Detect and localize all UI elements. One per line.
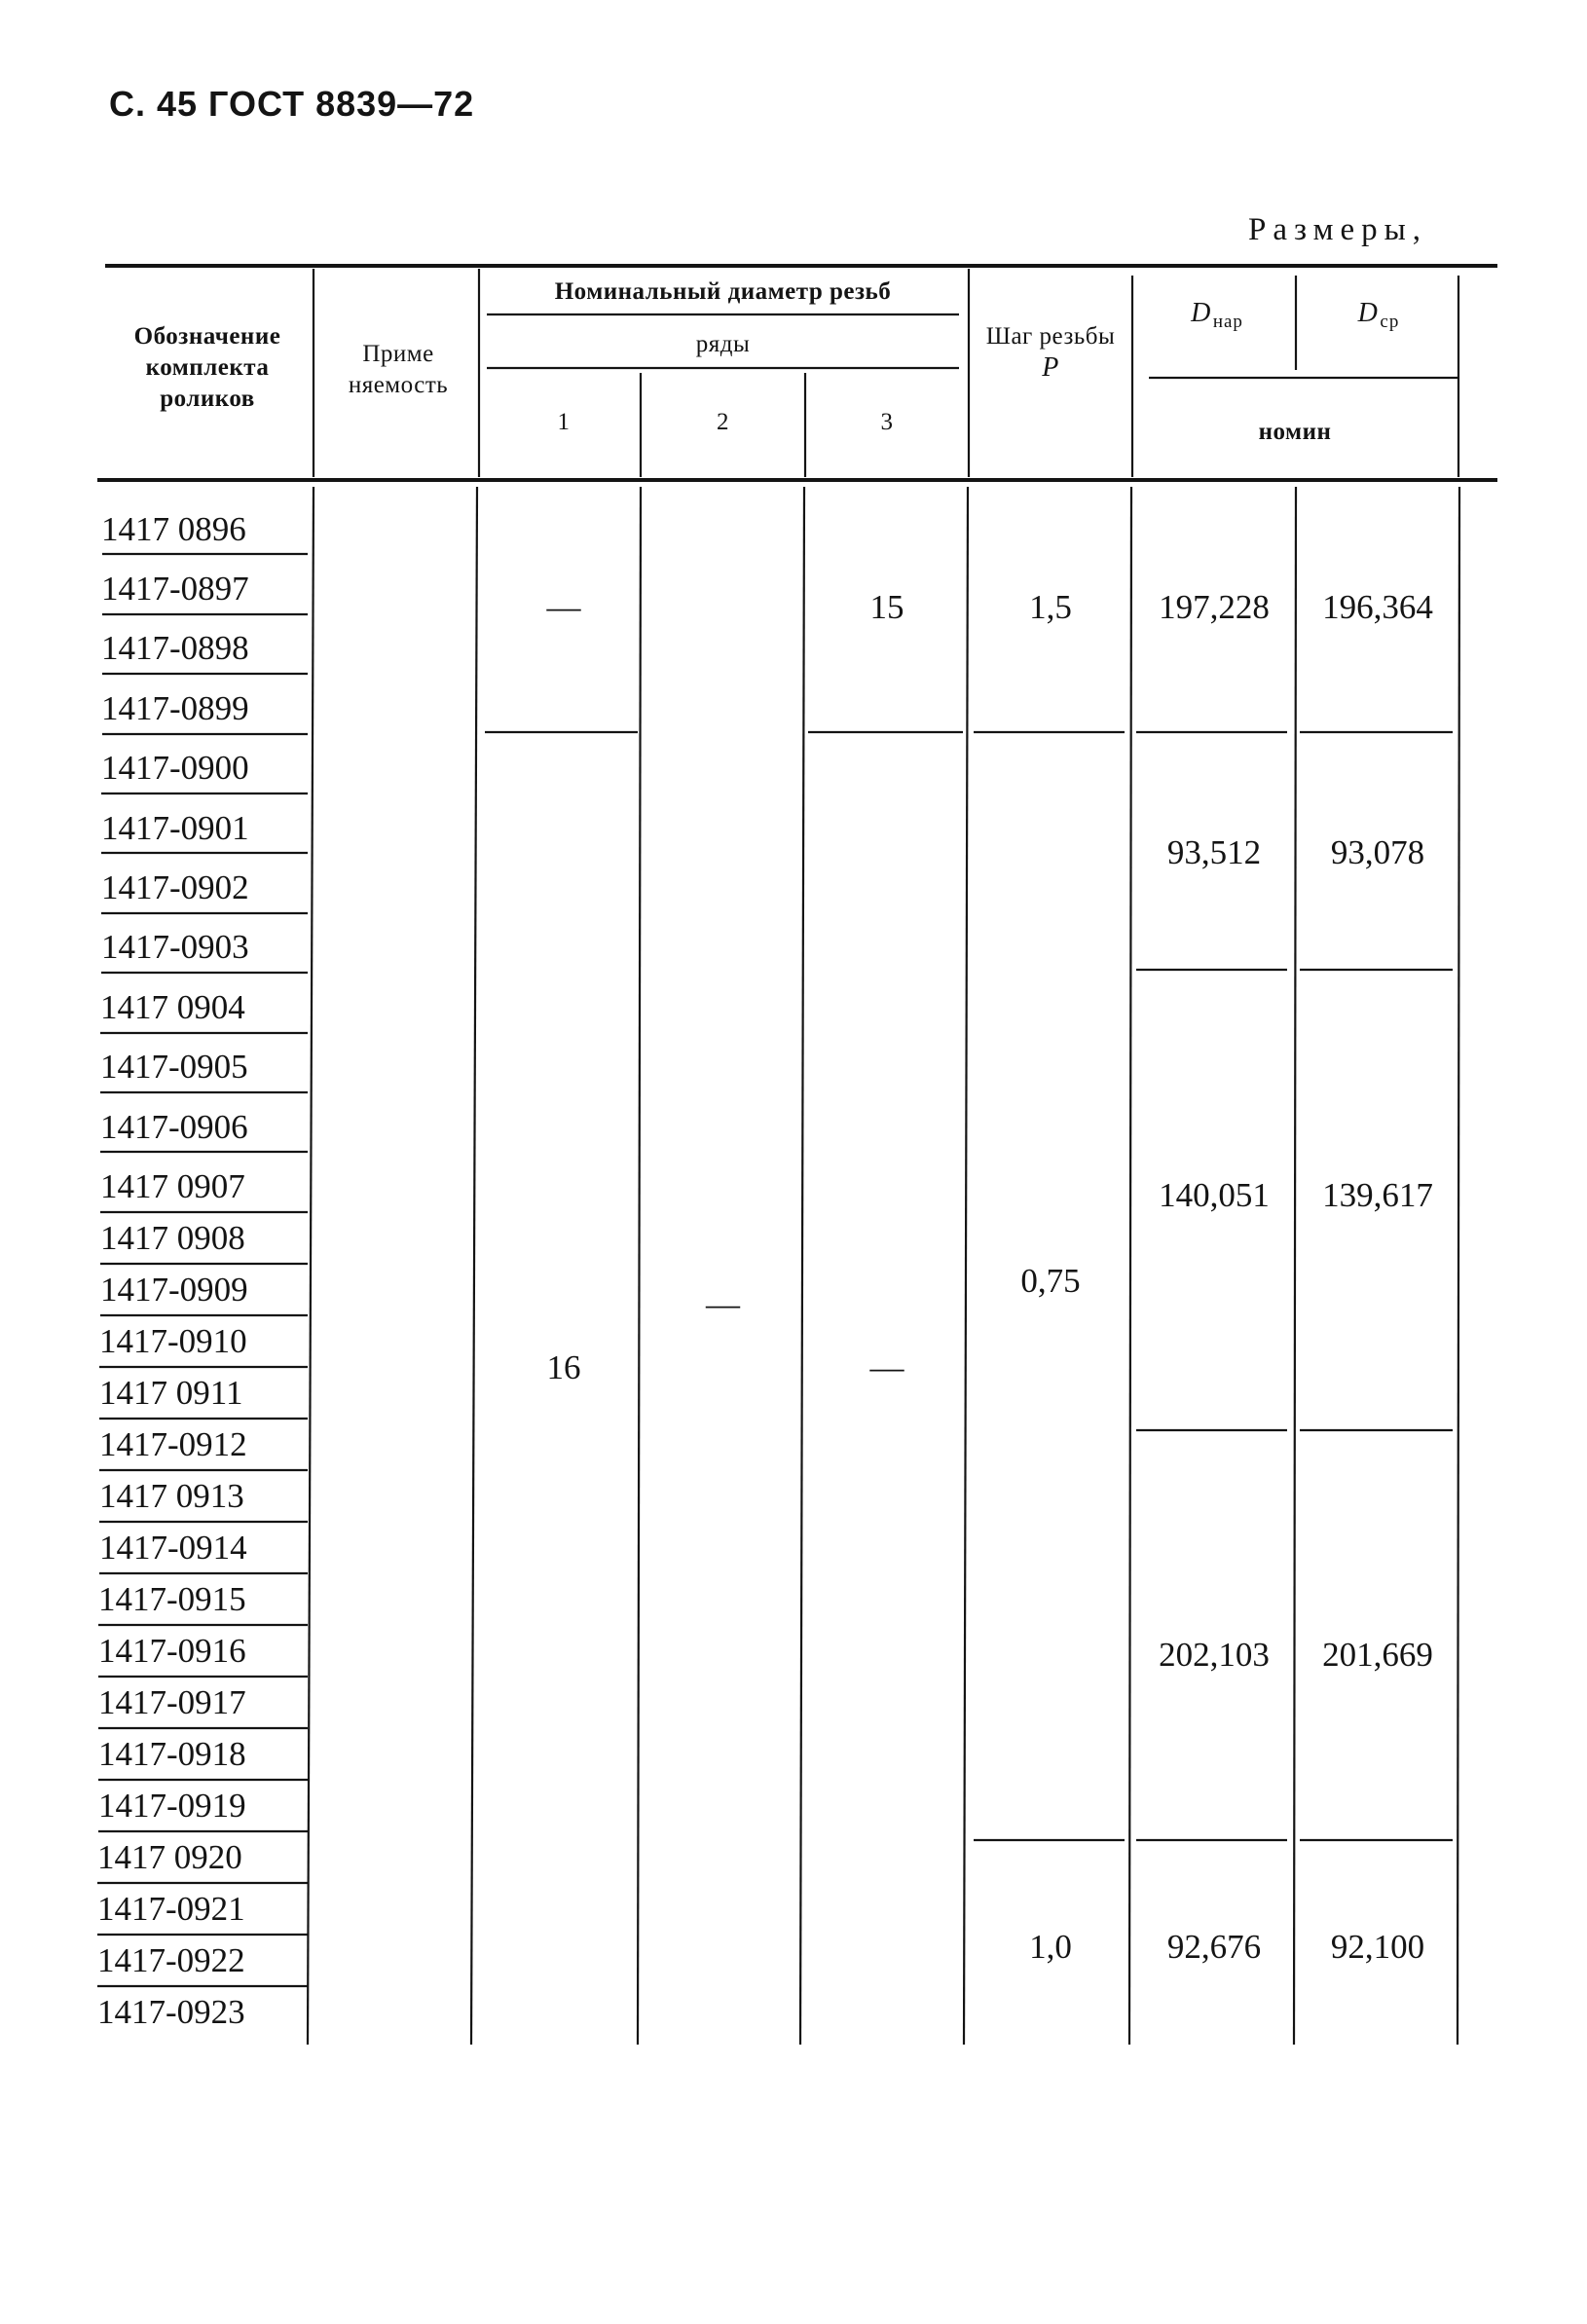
value-d-mid-cell: 93,078 (1330, 833, 1425, 871)
code-cell: 1417 0904 (100, 988, 245, 1026)
code-cell: 1417 0911 (99, 1374, 243, 1412)
code-cell: 1417-0910 (99, 1322, 247, 1360)
col-nominal-subheader: номин (1258, 419, 1332, 445)
value-pitch-cell: 0,75 (1020, 1262, 1081, 1300)
code-cell: 1417-0899 (101, 689, 249, 727)
value-d-outer-cell: 197,228 (1159, 588, 1270, 626)
page-header: С. 45 ГОСТ 8839—72 (109, 84, 475, 124)
code-cell: 1417-0918 (98, 1735, 246, 1773)
value-d-mid-cell: 196,364 (1322, 588, 1433, 626)
value-pitch-cell: 1,0 (1029, 1928, 1072, 1966)
col-rows-header: ряды (695, 331, 751, 357)
code-cell: 1417-0919 (98, 1787, 246, 1825)
value-d-outer-cell: 92,676 (1166, 1928, 1262, 1966)
code-cell: 1417-0912 (99, 1425, 247, 1463)
code-cell: 1417-0901 (101, 809, 249, 847)
d-outer-symbol: D (1191, 298, 1211, 328)
code-cell: 1417 0920 (97, 1838, 242, 1876)
value-d-outer-cell: 140,051 (1159, 1176, 1270, 1214)
value-row1-cell: 16 (546, 1348, 581, 1386)
value-pitch-cell: 1,5 (1029, 588, 1072, 626)
col-designation-header: Обозначение комплекта роликов (133, 323, 281, 412)
d-mid-symbol: D (1357, 298, 1379, 328)
col-d-mid-header (1301, 298, 1457, 338)
col-row2-header: 2 (717, 409, 729, 435)
code-cell: 1417-0916 (98, 1632, 246, 1670)
value-d-outer-cell: 202,103 (1159, 1636, 1270, 1674)
value-d-mid-cell: 139,617 (1322, 1176, 1433, 1214)
code-cell: 1417-0923 (97, 1993, 245, 2031)
col-d-outer-header (1139, 298, 1295, 338)
code-cell: 1417-0914 (99, 1529, 247, 1567)
code-cell: 1417-0922 (97, 1941, 245, 1979)
code-cell: 1417-0906 (100, 1108, 248, 1146)
code-cell: 1417-0909 (100, 1271, 248, 1309)
code-cell: 1417-0921 (97, 1890, 245, 1928)
value-d-mid-cell: 92,100 (1330, 1928, 1425, 1966)
value-d-mid-cell: 201,669 (1322, 1636, 1433, 1674)
code-cell: 1417-0897 (101, 570, 249, 608)
d-outer-subscript: нар (1212, 312, 1243, 332)
col-pitch-header (978, 321, 1123, 384)
code-cell: 1417-0903 (101, 928, 249, 966)
value-row1-cell: — (546, 588, 581, 626)
code-cell: 1417 0907 (100, 1167, 245, 1205)
pitch-label: Шаг резьбы (985, 323, 1116, 350)
code-cell: 1417-0898 (101, 629, 249, 667)
value-d-outer-cell: 93,512 (1166, 833, 1262, 871)
code-cell: 1417-0917 (98, 1683, 246, 1721)
col-nominal-diameter-header: Номинальный диаметр резьб (554, 278, 892, 305)
code-cell: 1417-0900 (101, 749, 249, 787)
code-cell: 1417 0913 (99, 1477, 244, 1515)
value-row3-cell: — (869, 1348, 904, 1386)
code-cell: 1417 0908 (100, 1219, 245, 1257)
col-row1-header: 1 (557, 409, 571, 435)
value-row2-cell: — (706, 1285, 740, 1323)
col-row3-header: 3 (880, 409, 894, 435)
value-row3-cell: 15 (869, 588, 904, 626)
code-cell: 1417-0902 (101, 868, 249, 906)
code-cell: 1417-0905 (100, 1048, 248, 1086)
pitch-symbol: P (1042, 352, 1059, 383)
code-cell: 1417-0915 (98, 1580, 246, 1618)
col-applicability-header: Приме няемость (348, 341, 449, 398)
units-label: Размеры, (1248, 212, 1428, 247)
code-cell: 1417 0896 (101, 510, 246, 548)
d-mid-subscript: ср (1380, 312, 1400, 332)
